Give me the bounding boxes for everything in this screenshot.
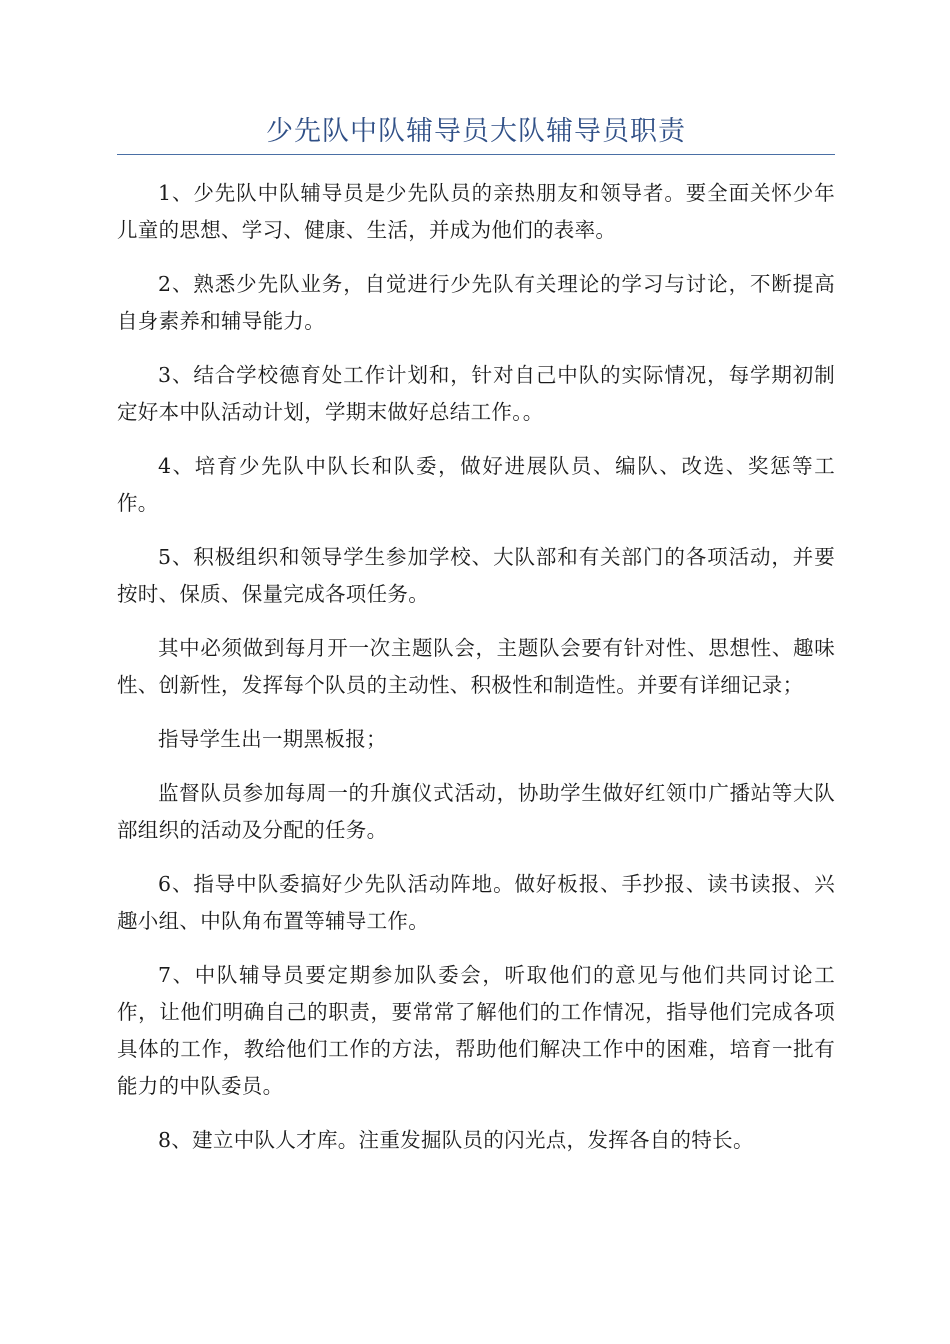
- paragraph-11: 8、建立中队人才库。注重发掘队员的闪光点，发挥各自的特长。: [158, 1128, 754, 1152]
- paragraph-1: 1、少先队中队辅导员是少先队员的亲热朋友和领导者。要全面关怀少年儿童的思想、学习、健康、生活，并成为他们的表率。: [117, 181, 835, 242]
- paragraph-5: 5、积极组织和领导学生参加学校、大队部和有关部门的各项活动，并要按时、保质、保量完成各项任务。: [117, 545, 835, 606]
- paragraph-9: 6、指导中队委搞好少先队活动阵地。做好板报、手抄报、读书读报、兴趣小组、中队角布置等辅导工作。: [117, 872, 835, 933]
- document-body: [117, 175, 835, 1159]
- document-page: [117, 112, 835, 1176]
- paragraph-7: 指导学生出一期黑板报；: [158, 727, 387, 751]
- document-title: 少先队中队辅导员大队辅导员职责: [117, 112, 835, 155]
- paragraph-2: 2、熟悉少先队业务，自觉进行少先队有关理论的学习与讨论，不断提高自身素养和辅导能力。: [117, 272, 835, 333]
- paragraph-8: 监督队员参加每周一的升旗仪式活动，协助学生做好红领巾广播站等大队部组织的活动及分配的任务。: [117, 781, 835, 842]
- paragraph-4: 4、培育少先队中队长和队委，做好进展队员、编队、改选、奖惩等工作。: [117, 454, 835, 515]
- paragraph-3: 3、结合学校德育处工作计划和，针对自己中队的实际情况，每学期初制定好本中队活动计划，学期末做好总结工作。。: [117, 363, 835, 424]
- paragraph-6: 其中必须做到每月开一次主题队会，主题队会要有针对性、思想性、趣味性、创新性，发挥每个队员的主动性、积极性和制造性。并要有详细记录；: [117, 636, 835, 697]
- paragraph-10: 7、中队辅导员要定期参加队委会，听取他们的意见与他们共同讨论工作，让他们明确自己的职责，要常常了解他们的工作情况，指导他们完成各项具体的工作，教给他们工作的方法，帮助他们解决工作中的困难，培育一批有能力的中队委员。: [117, 963, 835, 1098]
